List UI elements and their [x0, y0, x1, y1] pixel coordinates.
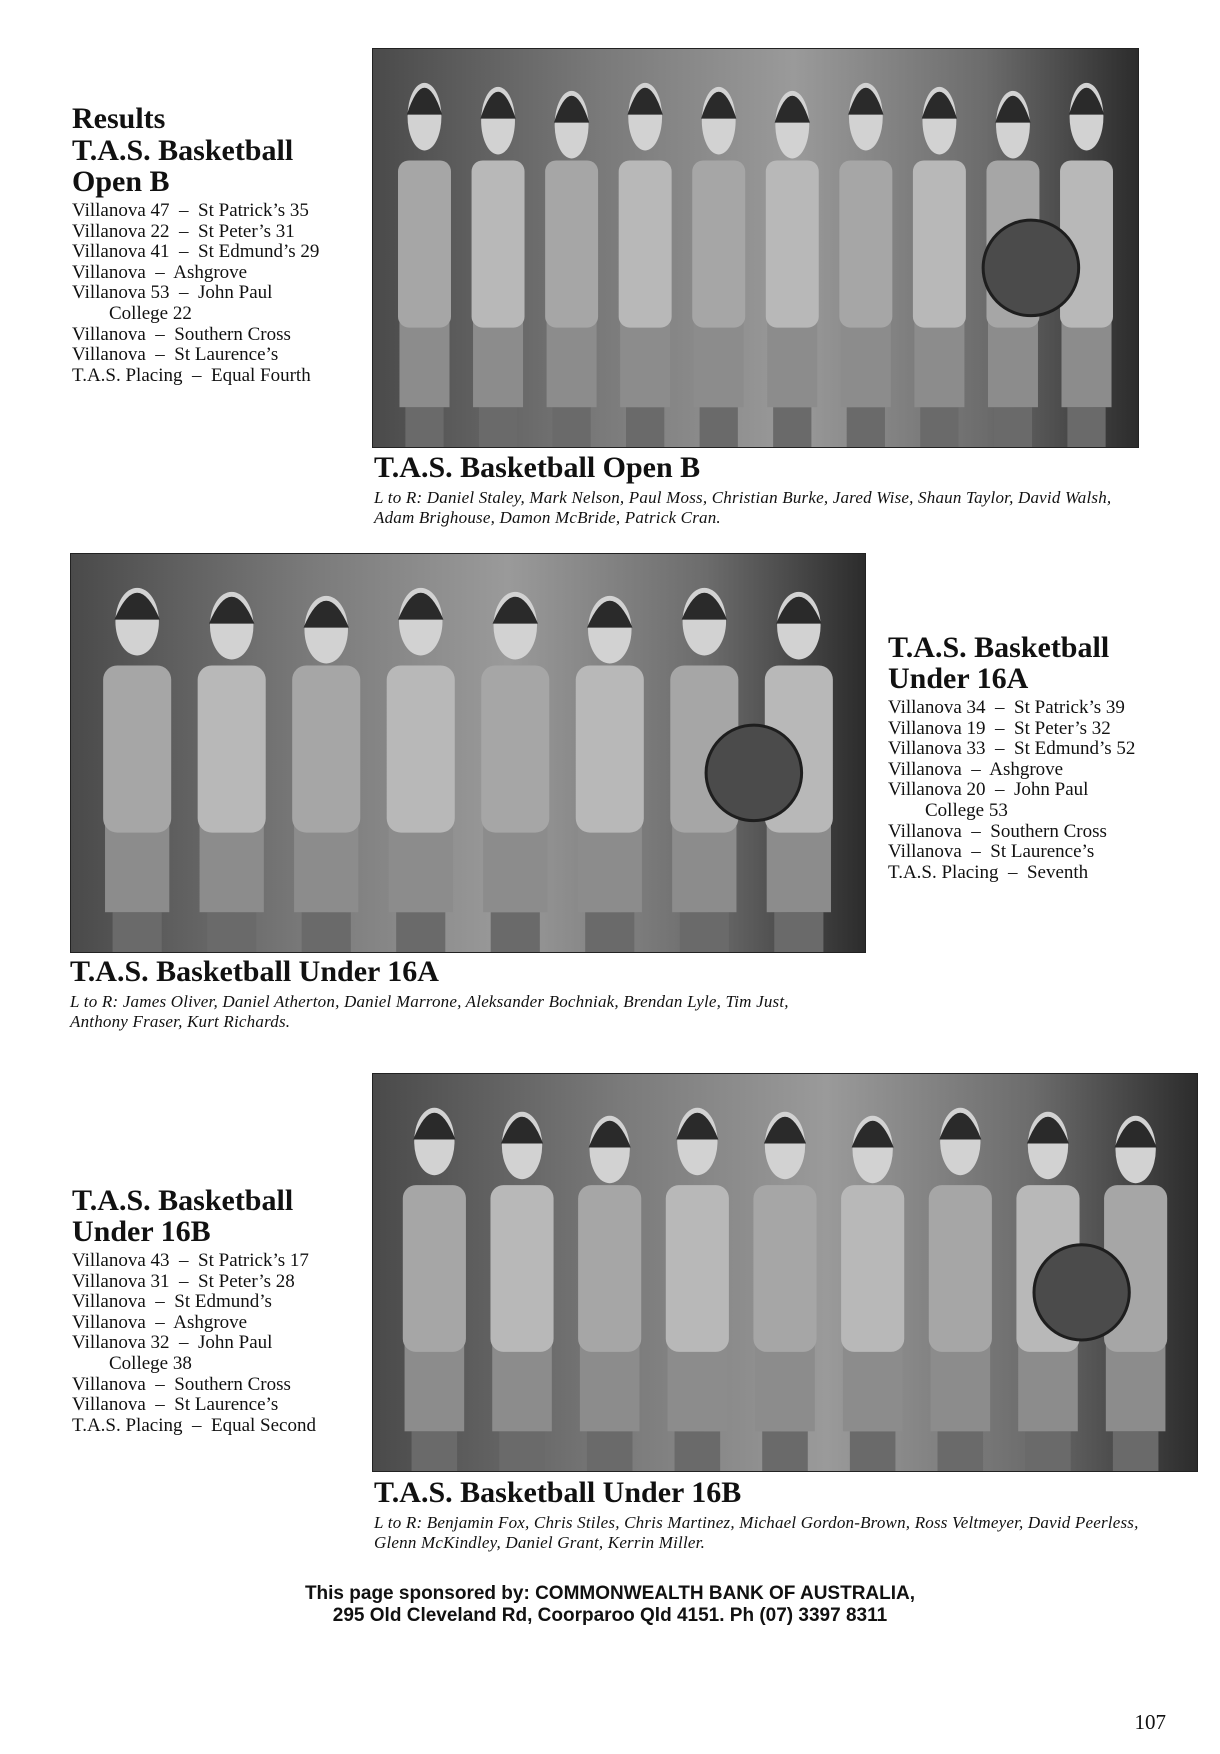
player-figure: [692, 87, 745, 447]
results-list: [888, 698, 1188, 883]
results-open-b: [72, 103, 362, 386]
caption-names-line2: Anthony Fraser, Kurt Richards.: [70, 1012, 291, 1031]
sponsor-line2: 295 Old Cleveland Rd, Coorparoo Qld 4151. Ph (07) 3397 8311: [332, 1605, 888, 1626]
player-figure: [666, 1108, 729, 1471]
team-photo-under-16a: [70, 553, 866, 953]
result-line: Villanova 31 – St Peter’s 28: [72, 1270, 295, 1292]
caption-names: [70, 992, 890, 1032]
results-list: [72, 1251, 362, 1436]
section-title-line1: T.A.S. Basketball: [888, 631, 1110, 664]
caption-names-line1: Benjamin Fox, Chris Stiles, Chris Martinez, Michael Gordon-Brown, Ross Veltmeyer, David Peerless,: [426, 1513, 1139, 1532]
team-photo-under-16b: [372, 1073, 1198, 1472]
player-figure: [403, 1108, 466, 1471]
results-under-16a: [888, 632, 1188, 883]
photo-silhouettes: [373, 49, 1138, 447]
result-line: Villanova – St Laurence’s: [72, 344, 279, 366]
player-figure: [576, 596, 644, 952]
section-title-line1: T.A.S. Basketball: [72, 134, 294, 167]
player-figure: [578, 1116, 641, 1471]
caption-title: T.A.S. Basketball Under 16A: [70, 955, 439, 988]
player-figure: [103, 588, 171, 952]
caption-title: T.A.S. Basketball Under 16B: [374, 1476, 742, 1509]
result-line: Villanova – Southern Cross: [72, 323, 291, 345]
result-line: Villanova – Ashgrove: [72, 261, 248, 283]
result-line: Villanova 33 – St Edmund’s 52: [888, 738, 1136, 760]
result-line: College 53: [925, 799, 1008, 821]
sponsor-line1: This page sponsored by: COMMONWEALTH BANK OF AUSTRALIA,: [304, 1583, 916, 1604]
caption-under-16a: [70, 956, 890, 1032]
player-figure: [292, 596, 360, 952]
result-line: Villanova – Southern Cross: [72, 1373, 291, 1395]
player-figure: [490, 1112, 553, 1471]
result-line: Villanova 53 – John Paul: [72, 282, 273, 304]
section-title-line2: Under 16B: [72, 1215, 211, 1248]
player-figure: [929, 1108, 992, 1471]
player-figure: [398, 83, 451, 447]
result-line: Villanova – St Edmund’s: [72, 1291, 272, 1313]
section-title-line1: T.A.S. Basketball: [72, 1184, 294, 1217]
caption-names: [374, 488, 1174, 528]
basketball: [706, 725, 802, 821]
basketball: [1034, 1245, 1129, 1340]
player-figure: [839, 83, 892, 447]
player-figure: [766, 91, 819, 447]
caption-title: T.A.S. Basketball Open B: [374, 451, 701, 484]
team-photo-open-b: [372, 48, 1139, 448]
player-figure: [619, 83, 672, 447]
photo-silhouettes: [71, 554, 865, 952]
player-figure: [472, 87, 525, 447]
result-line: Villanova 20 – John Paul: [888, 779, 1089, 801]
result-line: T.A.S. Placing – Equal Fourth: [72, 364, 311, 386]
caption-open-b: [374, 452, 1174, 528]
result-line: College 38: [109, 1352, 192, 1374]
basketball: [983, 220, 1079, 316]
caption-lr-label: L to R:: [374, 488, 423, 507]
result-line: Villanova – Ashgrove: [72, 1311, 248, 1333]
player-figure: [545, 91, 598, 447]
caption-names-line1: Daniel Staley, Mark Nelson, Paul Moss, Christian Burke, Jared Wise, Shaun Taylor, David Walsh,: [426, 488, 1112, 507]
result-line: T.A.S. Placing – Equal Second: [72, 1414, 316, 1436]
results-heading: Results: [72, 102, 166, 135]
result-line: Villanova 22 – St Peter’s 31: [72, 220, 295, 242]
player-figure: [198, 592, 266, 952]
player-figure: [387, 588, 455, 952]
results-list: [72, 201, 362, 386]
caption-names-line2: Adam Brighouse, Damon McBride, Patrick Cran.: [374, 508, 721, 527]
result-line: Villanova 34 – St Patrick’s 39: [888, 697, 1125, 718]
caption-lr-label: L to R:: [70, 992, 119, 1011]
player-figure: [841, 1116, 904, 1471]
caption-lr-label: L to R:: [374, 1513, 423, 1532]
result-line: College 22: [109, 302, 192, 324]
result-line: Villanova 41 – St Edmund’s 29: [72, 241, 320, 263]
result-line: Villanova – Ashgrove: [888, 758, 1064, 780]
caption-names-line2: Glenn McKindley, Daniel Grant, Kerrin Miller.: [374, 1533, 706, 1552]
result-line: Villanova 47 – St Patrick’s 35: [72, 200, 309, 221]
sponsor-notice: [0, 1583, 1220, 1627]
caption-names: [374, 1513, 1194, 1553]
section-title-line2: Under 16A: [888, 662, 1029, 695]
player-figure: [913, 87, 966, 447]
player-figure: [481, 592, 549, 952]
page-number: 107: [1134, 1710, 1166, 1734]
result-line: Villanova – St Laurence’s: [888, 841, 1095, 863]
player-figure: [753, 1112, 816, 1471]
result-line: Villanova – St Laurence’s: [72, 1394, 279, 1416]
result-line: T.A.S. Placing – Seventh: [888, 861, 1089, 883]
result-line: Villanova – Southern Cross: [888, 820, 1107, 842]
caption-under-16b: [374, 1477, 1194, 1553]
result-line: Villanova 32 – John Paul: [72, 1332, 273, 1354]
section-title-line2: Open B: [72, 165, 170, 198]
result-line: Villanova 43 – St Patrick’s 17: [72, 1250, 309, 1271]
photo-silhouettes: [373, 1074, 1197, 1471]
caption-names-line1: James Oliver, Daniel Atherton, Daniel Marrone, Aleksander Bochniak, Brendan Lyle, Tim Just,: [122, 992, 789, 1011]
result-line: Villanova 19 – St Peter’s 32: [888, 717, 1111, 739]
results-under-16b: [72, 1185, 362, 1436]
